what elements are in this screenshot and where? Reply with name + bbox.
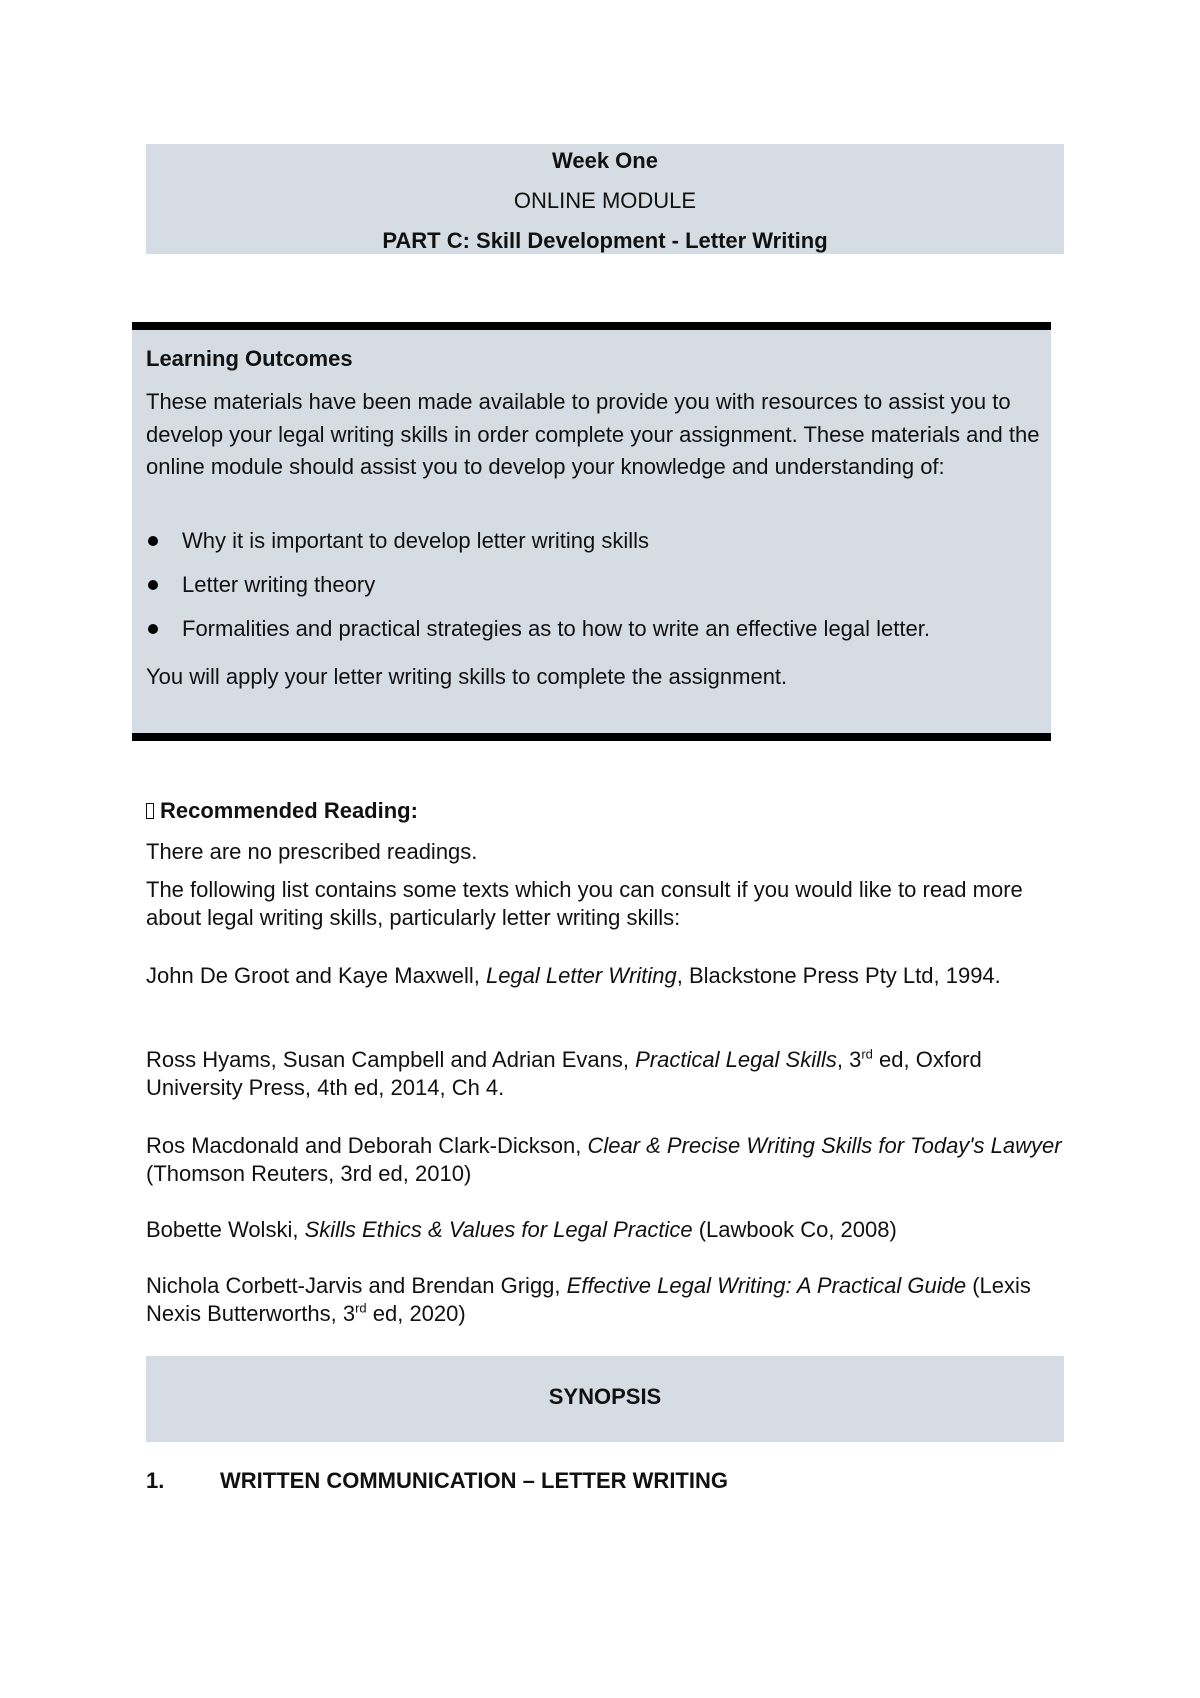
reference-item bbox=[146, 1272, 1066, 1328]
bullet-icon bbox=[148, 536, 158, 546]
reference-details: ed, Oxford University Press, 4th ed, 2014, Ch 4. bbox=[146, 1047, 982, 1100]
part-title: PART C: Skill Development - Letter Writing bbox=[382, 228, 828, 253]
list-item bbox=[146, 528, 1046, 572]
learning-outcomes-closing: You will apply your letter writing skills to complete the assignment. bbox=[146, 664, 788, 689]
edition-superscript: rd bbox=[355, 1300, 367, 1316]
reference-title: Effective Legal Writing: A Practical Guide bbox=[566, 1273, 967, 1298]
reading-list-intro: The following list contains some texts which you can consult if you would like to read more about legal writing skills, particularly letter writing skills: bbox=[146, 877, 1023, 930]
reference-item bbox=[146, 1216, 1066, 1244]
reference-details: (Lawbook Co, 2008) bbox=[692, 1217, 897, 1242]
reference-authors: Nichola Corbett-Jarvis and Brendan Grigg, bbox=[146, 1273, 567, 1298]
reference-authors: John De Groot and Kaye Maxwell, bbox=[146, 963, 486, 988]
module-title: ONLINE MODULE bbox=[513, 188, 697, 213]
section-title: WRITTEN COMMUNICATION – LETTER WRITING bbox=[220, 1468, 728, 1493]
reference-title: Clear & Precise Writing Skills for Today's Lawyer bbox=[587, 1133, 1062, 1158]
reference-authors: Ros Macdonald and Deborah Clark-Dickson, bbox=[146, 1133, 588, 1158]
reference-title: Legal Letter Writing bbox=[485, 963, 677, 988]
recommended-reading-label: Recommended Reading: bbox=[160, 798, 418, 823]
reference-item bbox=[146, 1132, 1066, 1188]
reference-details: , Blackstone Press Pty Ltd, 1994. bbox=[676, 963, 1001, 988]
list-item-text: Letter writing theory bbox=[182, 572, 376, 597]
week-title: Week One bbox=[552, 148, 658, 173]
no-prescribed-text: There are no prescribed readings. bbox=[146, 839, 478, 864]
bullet-icon bbox=[148, 624, 158, 634]
list-item bbox=[146, 572, 1046, 616]
section-number: 1. bbox=[146, 1468, 165, 1493]
reference-item bbox=[146, 962, 1066, 990]
list-item bbox=[146, 616, 1046, 660]
reference-title: Skills Ethics & Values for Legal Practice bbox=[304, 1217, 693, 1242]
reference-authors: Ross Hyams, Susan Campbell and Adrian Evans, bbox=[146, 1047, 636, 1072]
section-heading bbox=[146, 1468, 728, 1494]
learning-outcomes-heading: Learning Outcomes bbox=[146, 346, 353, 371]
reference-details: (Thomson Reuters, 3rd ed, 2010) bbox=[146, 1161, 472, 1186]
learning-outcomes-intro: These materials have been made available to provide you with resources to assist you to develop your legal writing skills in order complete your assignment. These materials and the online module should assist you to develop your knowledge and understanding of: bbox=[146, 389, 1040, 479]
reference-item bbox=[146, 1046, 1066, 1102]
synopsis-title: SYNOPSIS bbox=[548, 1384, 662, 1409]
list-item-text: Why it is important to develop letter writing skills bbox=[182, 528, 650, 553]
bullet-icon bbox=[148, 580, 158, 590]
module-header bbox=[146, 144, 1064, 254]
bottom-rule bbox=[132, 733, 1051, 741]
synopsis-box bbox=[146, 1356, 1064, 1442]
edition-superscript: rd bbox=[861, 1046, 873, 1062]
reference-edition: (Lexis Nexis Butterworths, 3 bbox=[146, 1273, 1031, 1326]
reference-details: ed, 2020) bbox=[366, 1301, 466, 1326]
learning-outcomes-list bbox=[146, 528, 1046, 660]
reference-title: Practical Legal Skills bbox=[635, 1047, 837, 1072]
list-item-text: Formalities and practical strategies as to how to write an effective legal letter. bbox=[182, 616, 930, 641]
reference-edition: , 3 bbox=[836, 1047, 862, 1072]
recommended-reading-heading bbox=[146, 798, 418, 824]
top-rule bbox=[132, 322, 1051, 330]
reference-authors: Bobette Wolski, bbox=[146, 1217, 305, 1242]
missing-glyph-icon bbox=[146, 803, 154, 819]
